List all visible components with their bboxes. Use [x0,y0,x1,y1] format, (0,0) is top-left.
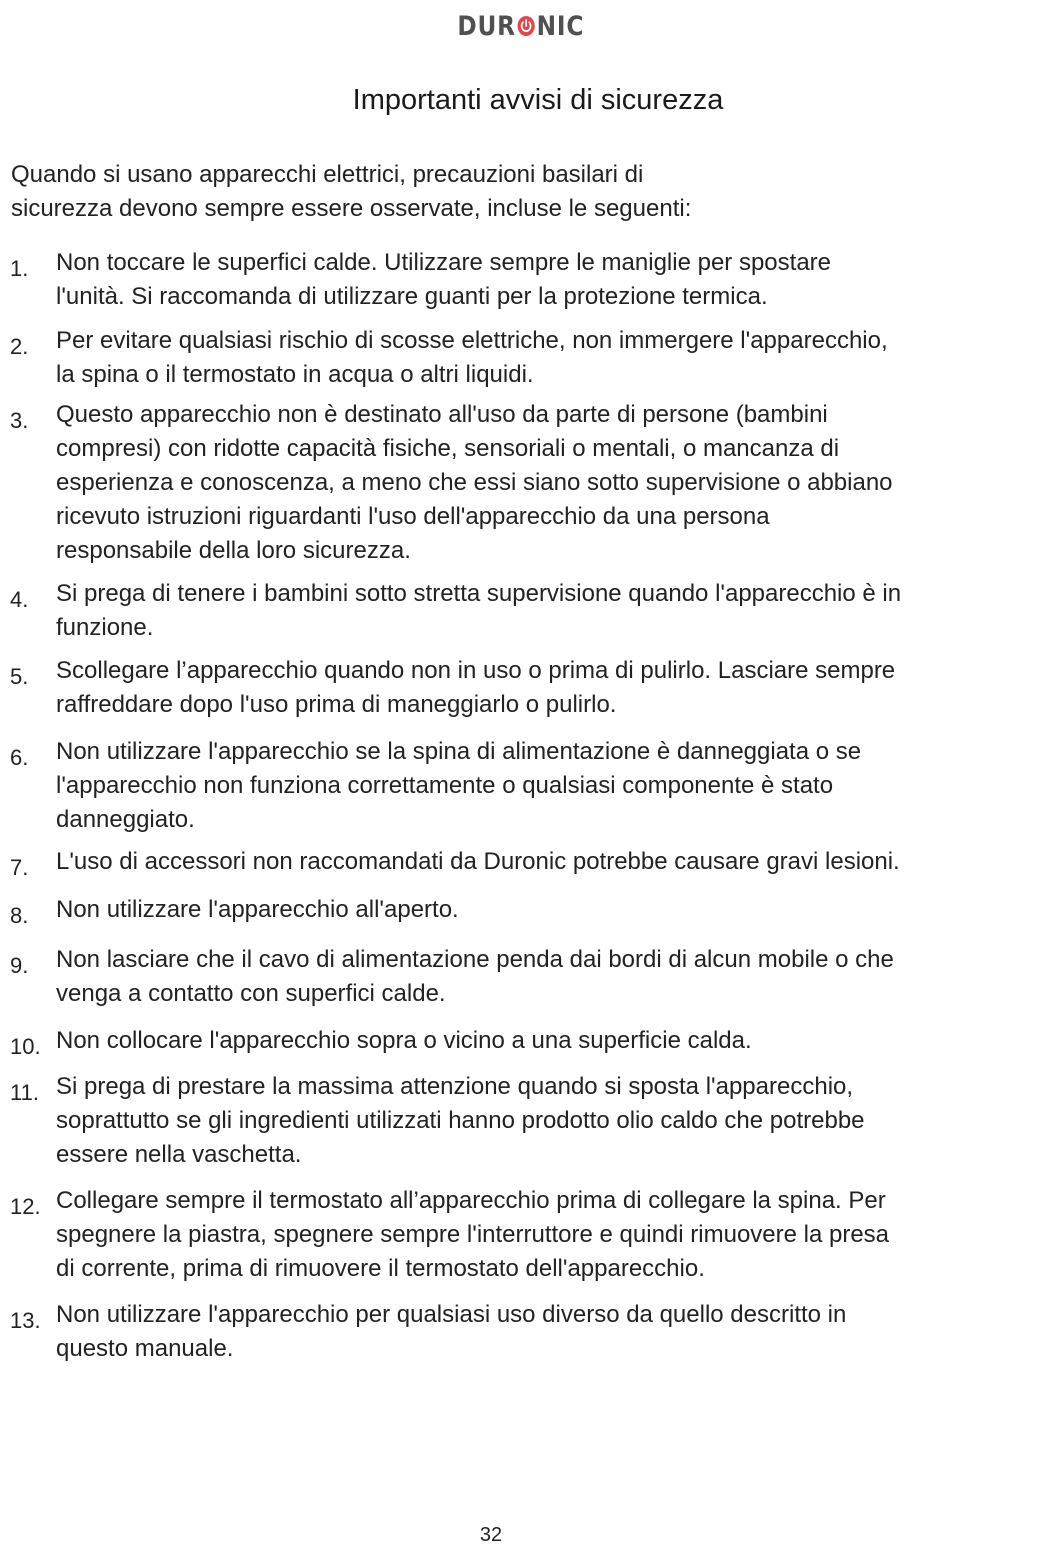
item-line: Non utilizzare l'apparecchio se la spina di alimentazione è danneggiata o se [56,738,862,765]
item-line: Si prega di tenere i bambini sotto stretta supervisione quando l'apparecchio è in [56,580,902,607]
item-line: la spina o il termostato in acqua o altri liquidi. [56,361,534,388]
intro-line: Quando si usano apparecchi elettrici, precauzioni basilari di [11,161,644,188]
item-number: 9. [10,953,29,978]
item-line: essere nella vaschetta. [56,1141,302,1168]
item-text [56,246,1041,314]
item-number: 6. [10,745,29,770]
brand-logo-right: NIC [536,10,584,42]
item-text [56,1024,1041,1058]
item-line: L'uso di accessori non raccomandati da Duronic potrebbe causare gravi lesioni. [56,848,900,875]
item-number: 7. [10,855,29,880]
item-line: l'apparecchio non funziona correttamente o qualsiasi componente è stato [56,772,834,799]
item-line: venga a contatto con superfici calde. [56,980,446,1007]
intro-line: sicurezza devono sempre essere osservate, incluse le seguenti: [11,195,692,222]
brand-logo-left: DUR [457,10,516,42]
item-line: Si prega di prestare la massima attenzione quando si sposta l'apparecchio, [56,1073,854,1100]
item-number: 13. [10,1308,41,1333]
item-line: Non utilizzare l'apparecchio all'aperto. [56,896,459,923]
item-number: 11. [10,1080,39,1105]
item-text [56,735,1041,837]
item-line: soprattutto se gli ingredienti utilizzati hanno prodotto olio caldo che potrebbe [56,1107,865,1134]
item-line: Non collocare l'apparecchio sopra o vicino a una superficie calda. [56,1027,752,1054]
item-line: Non utilizzare l'apparecchio per qualsiasi uso diverso da quello descritto in [56,1301,847,1328]
item-line: di corrente, prima di rimuovere il termostato dell'apparecchio. [56,1255,705,1282]
page-title: Importanti avvisi di sicurezza [352,84,724,116]
item-line: danneggiato. [56,806,195,833]
item-number: 12. [10,1194,41,1219]
item-text [56,1070,1041,1172]
item-number: 4. [10,587,29,612]
item-line: Non toccare le superfici calde. Utilizzare sempre le maniglie per spostare [56,249,832,276]
item-text [56,577,1041,645]
item-text [56,1298,1041,1366]
item-line: Non lasciare che il cavo di alimentazione penda dai bordi di alcun mobile o che [56,946,894,973]
item-line: esperienza e conoscenza, a meno che essi siano sotto supervisione o abbiano [56,469,893,496]
brand-logo-text [457,11,584,42]
intro-paragraph [11,158,1021,226]
page-number: 32 [479,1524,503,1546]
brand-logo [0,8,1041,44]
item-line: Questo apparecchio non è destinato all'uso da parte di persone (bambini [56,401,828,428]
item-number: 2. [10,334,29,359]
item-text [56,1184,1041,1286]
item-number: 10. [10,1034,41,1059]
item-line: funzione. [56,614,154,641]
item-line: questo manuale. [56,1335,234,1362]
item-line: Per evitare qualsiasi rischio di scosse elettriche, non immergere l'apparecchio, [56,327,888,354]
item-text [56,845,1041,879]
item-line: responsabile della loro sicurezza. [56,537,411,564]
item-text [56,654,1041,722]
item-line: Collegare sempre il termostato all’apparecchio prima di collegare la spina. Per [56,1187,886,1214]
item-line: Scollegare l’apparecchio quando non in uso o prima di pulirlo. Lasciare sempre [56,657,896,684]
item-number: 3. [10,408,29,433]
power-icon [516,15,535,37]
item-line: raffreddare dopo l'uso prima di maneggiarlo o pulirlo. [56,691,617,718]
item-text [56,893,1041,927]
item-line: l'unità. Si raccomanda di utilizzare guanti per la protezione termica. [56,283,768,310]
item-text [56,324,1041,392]
item-line: spegnere la piastra, spegnere sempre l'interruttore e quindi rimuovere la presa [56,1221,890,1248]
item-text [56,943,1041,1011]
item-line: compresi) con ridotte capacità fisiche, sensoriali o mentali, o mancanza di [56,435,840,462]
item-number: 5. [10,664,29,689]
item-line: ricevuto istruzioni riguardanti l'uso dell'apparecchio da una persona [56,503,770,530]
item-text [56,398,1041,568]
item-number: 1. [10,256,29,281]
item-number: 8. [10,903,29,928]
